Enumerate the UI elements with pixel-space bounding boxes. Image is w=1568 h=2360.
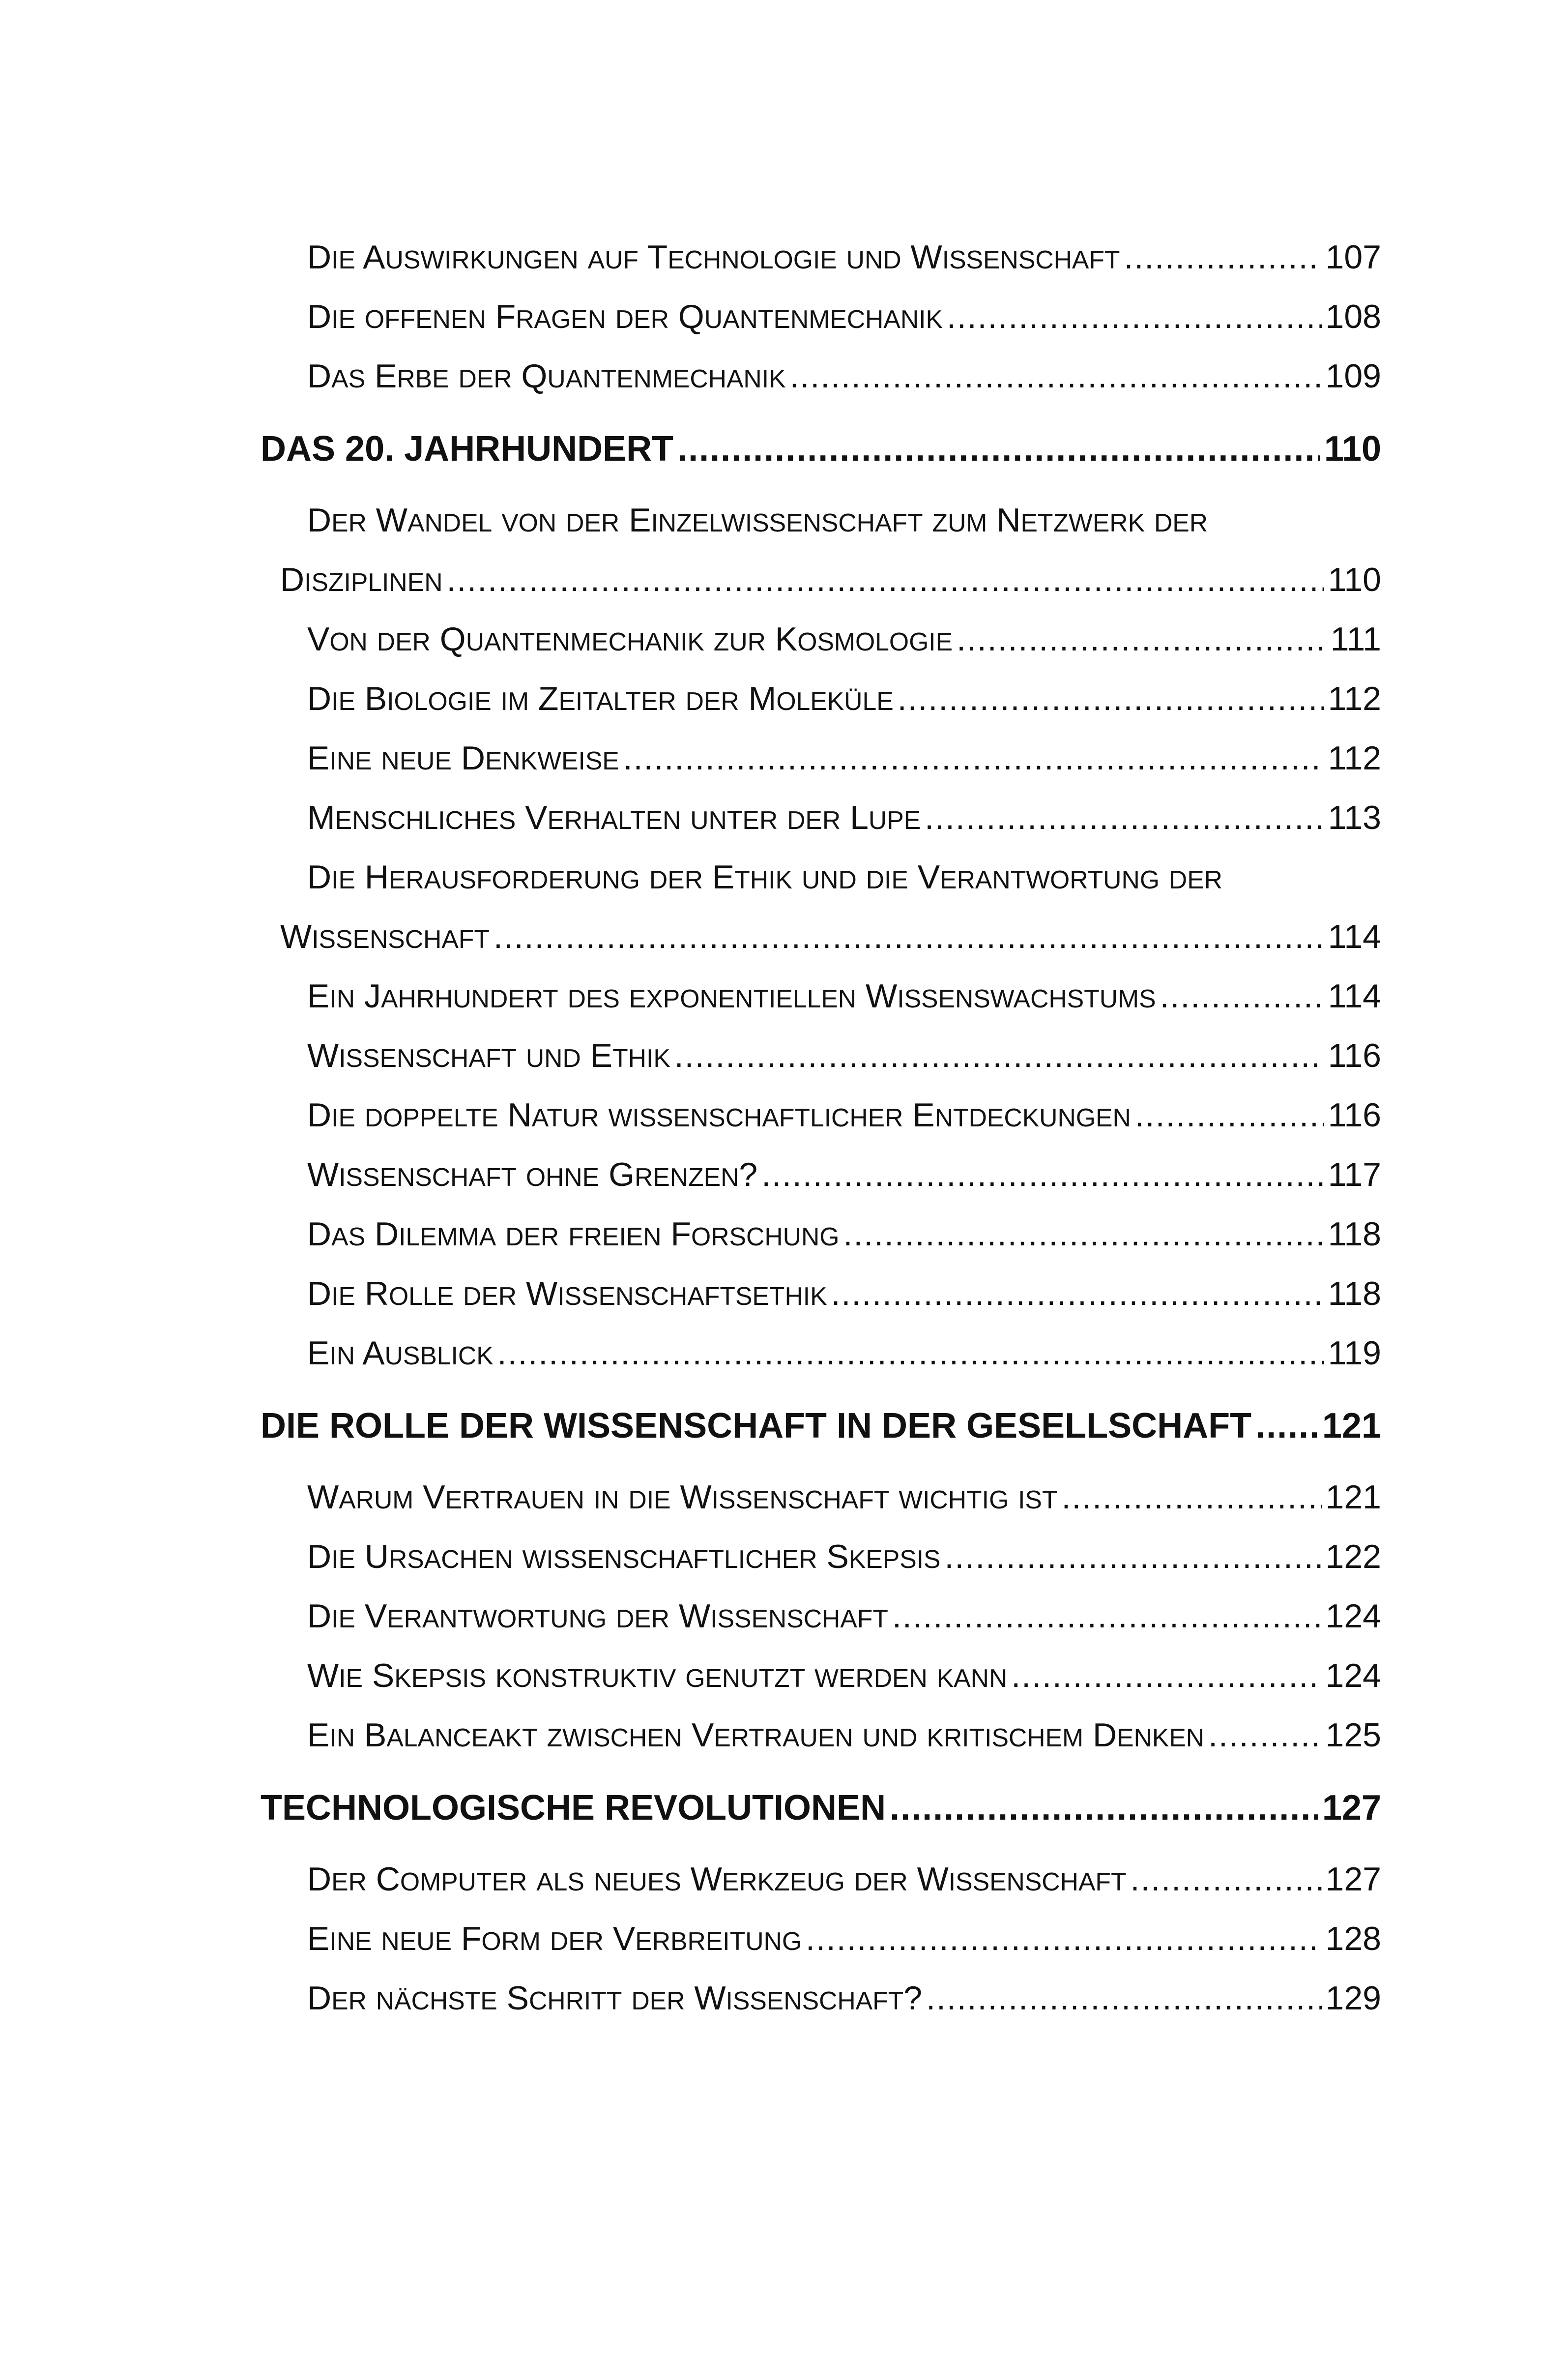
toc-leader-dots xyxy=(494,911,1324,963)
toc-leader-dots xyxy=(677,410,1320,488)
toc-entry-title: DAS 20. JAHRHUNDERT xyxy=(261,429,674,469)
toc-entry-title: DIE URSACHEN WISSENSCHAFTLICHER SKEPSIS xyxy=(307,1538,941,1575)
toc-entry-title: DER WANDEL VON DER EINZELWISSENSCHAFT ZUM NETZWERK DER xyxy=(307,502,1208,539)
toc-chapter-entry xyxy=(261,1386,1381,1471)
toc-entry-title: DAS DILEMMA DER FREIEN FORSCHUNG xyxy=(307,1215,840,1253)
toc-leader-dots xyxy=(497,1327,1324,1379)
toc-entry-title: DER COMPUTER ALS NEUES WERKZEUG DER WISSENSCHAFT xyxy=(307,1860,1127,1898)
toc-page-number: 124 xyxy=(1325,1597,1381,1635)
toc-leader-dots xyxy=(623,732,1324,784)
toc-section-entry xyxy=(261,1268,1381,1327)
toc-entry-title: WISSENSCHAFT OHNE GRENZEN? xyxy=(307,1156,758,1193)
toc-page-number: 118 xyxy=(1328,1215,1381,1253)
toc-leader-dots xyxy=(890,1769,1318,1847)
toc-leader-dots xyxy=(1255,1386,1318,1465)
toc-page-number: 124 xyxy=(1325,1657,1381,1694)
toc-entry-title: EINE NEUE DENKWEISE xyxy=(307,739,619,777)
toc-page-number: 119 xyxy=(1328,1334,1381,1372)
toc-section-entry xyxy=(261,1089,1381,1149)
toc-entry-title: DIE BIOLOGIE IM ZEITALTER DER MOLEKÜLE xyxy=(307,680,894,717)
toc-page-number: 129 xyxy=(1325,1979,1381,2017)
toc-leader-dots xyxy=(1135,1089,1324,1141)
toc-section-entry xyxy=(261,792,1381,851)
toc-page-number: 116 xyxy=(1328,1037,1381,1074)
toc-page-number: 127 xyxy=(1322,1788,1381,1828)
toc-entry-title: DIE VERANTWORTUNG DER WISSENSCHAFT xyxy=(307,1597,888,1635)
toc-section-entry xyxy=(261,1327,1381,1386)
toc-leader-dots xyxy=(447,554,1324,606)
toc-section-entry xyxy=(261,911,1381,970)
toc-leader-dots xyxy=(843,1208,1324,1260)
toc-page-number: 121 xyxy=(1322,1406,1381,1446)
toc-section-entry xyxy=(261,1853,1381,1913)
toc-page-number: 109 xyxy=(1325,357,1381,395)
toc-entry-title: EIN JAHRHUNDERT DES EXPONENTIELLEN WISSENSWACHSTUMS xyxy=(307,977,1156,1015)
toc-entry-title: WISSENSCHAFT xyxy=(280,918,490,955)
toc-page-number: 114 xyxy=(1328,918,1381,955)
toc-section-entry xyxy=(261,1531,1381,1590)
toc-section-entry xyxy=(261,1972,1381,2032)
toc-section-entry xyxy=(261,1590,1381,1650)
toc-entry-title: DIE DOPPELTE NATUR WISSENSCHAFTLICHER ENTDECKUNGEN xyxy=(307,1096,1131,1134)
toc-section-entry xyxy=(261,1913,1381,1972)
toc-entry-title: DIE ROLLE DER WISSENSCHAFT IN DER GESELLSCHAFT xyxy=(261,1406,1252,1446)
toc-section-entry xyxy=(261,732,1381,792)
toc-leader-dots xyxy=(1061,1471,1321,1523)
toc-section-entry xyxy=(261,494,1381,554)
toc-entry-title: EINE NEUE FORM DER VERBREITUNG xyxy=(307,1920,802,1957)
toc-section-entry xyxy=(261,350,1381,410)
toc-section-entry xyxy=(261,1471,1381,1531)
toc-leader-dots xyxy=(926,1972,1321,2024)
toc-page-number: 122 xyxy=(1325,1538,1381,1575)
toc-section-entry xyxy=(261,970,1381,1030)
toc-leader-dots xyxy=(831,1268,1324,1320)
toc-entry-title: DAS ERBE DER QUANTENMECHANIK xyxy=(307,357,786,395)
toc-leader-dots xyxy=(761,1149,1324,1201)
toc-leader-dots xyxy=(806,1913,1321,1965)
toc-entry-title: VON DER QUANTENMECHANIK ZUR KOSMOLOGIE xyxy=(307,620,953,658)
toc-page-number: 107 xyxy=(1325,238,1381,276)
toc-page-number: 108 xyxy=(1325,298,1381,335)
toc-section-entry xyxy=(261,1650,1381,1709)
toc-entry-title: EIN BALANCEAKT ZWISCHEN VERTRAUEN UND KRITISCHEM DENKEN xyxy=(307,1716,1205,1754)
toc-entry-title: WARUM VERTRAUEN IN DIE WISSENSCHAFT WICHTIG IST xyxy=(307,1478,1058,1516)
toc-section-entry xyxy=(261,1149,1381,1208)
toc-chapter-entry xyxy=(261,1769,1381,1853)
toc-leader-dots xyxy=(892,1590,1322,1642)
toc-leader-dots xyxy=(1208,1709,1321,1761)
toc-leader-dots xyxy=(1124,231,1321,283)
toc-section-entry xyxy=(261,613,1381,673)
toc-entry-title: WISSENSCHAFT UND ETHIK xyxy=(307,1037,670,1074)
toc-entry-title: MENSCHLICHES VERHALTEN UNTER DER LUPE xyxy=(307,799,921,836)
toc-leader-dots xyxy=(790,350,1322,402)
toc-leader-dots xyxy=(1160,970,1324,1022)
toc-page-number: 121 xyxy=(1325,1478,1381,1516)
toc-entry-title: WIE SKEPSIS KONSTRUKTIV GENUTZT WERDEN KANN xyxy=(307,1657,1008,1694)
toc-page-number: 110 xyxy=(1328,561,1381,598)
toc-section-entry xyxy=(261,673,1381,732)
toc-entry-title: TECHNOLOGISCHE REVOLUTIONEN xyxy=(261,1788,886,1828)
toc-leader-dots xyxy=(1011,1650,1321,1702)
toc-entry-title: DIE ROLLE DER WISSENSCHAFTSETHIK xyxy=(307,1275,827,1312)
toc-section-entry xyxy=(261,231,1381,291)
table-of-contents xyxy=(261,231,1381,2032)
toc-chapter-entry xyxy=(261,410,1381,494)
toc-page-number: 128 xyxy=(1325,1920,1381,1957)
toc-page-number: 110 xyxy=(1324,429,1381,469)
toc-page-number: 116 xyxy=(1328,1096,1381,1134)
toc-page-number: 127 xyxy=(1325,1860,1381,1898)
toc-leader-dots xyxy=(947,291,1322,343)
toc-entry-title: DIE AUSWIRKUNGEN AUF TECHNOLOGIE UND WISSENSCHAFT xyxy=(307,238,1120,276)
toc-entry-title: DISZIPLINEN xyxy=(280,561,443,598)
toc-section-entry xyxy=(261,1709,1381,1769)
toc-page-number: 117 xyxy=(1328,1156,1381,1193)
toc-page-number: 112 xyxy=(1328,680,1381,717)
toc-page-number: 114 xyxy=(1328,977,1381,1015)
toc-section-entry xyxy=(261,1030,1381,1089)
toc-section-entry xyxy=(261,554,1381,613)
toc-page-number: 125 xyxy=(1325,1716,1381,1754)
toc-leader-dots xyxy=(925,792,1324,844)
toc-leader-dots xyxy=(898,673,1324,725)
toc-entry-title: DIE OFFENEN FRAGEN DER QUANTENMECHANIK xyxy=(307,298,943,335)
toc-entry-title: DER NÄCHSTE SCHRITT DER WISSENSCHAFT? xyxy=(307,1979,923,2017)
toc-leader-dots xyxy=(957,613,1327,665)
toc-page-number: 111 xyxy=(1330,620,1381,658)
toc-entry-title: EIN AUSBLICK xyxy=(307,1334,494,1372)
toc-section-entry xyxy=(261,851,1381,911)
toc-leader-dots xyxy=(945,1531,1322,1583)
toc-page-number: 113 xyxy=(1328,799,1381,836)
toc-page-number: 112 xyxy=(1328,739,1381,777)
toc-section-entry xyxy=(261,291,1381,350)
toc-leader-dots xyxy=(1131,1853,1322,1905)
toc-page-number: 118 xyxy=(1328,1275,1381,1312)
toc-leader-dots xyxy=(674,1030,1324,1082)
toc-entry-title: DIE HERAUSFORDERUNG DER ETHIK UND DIE VERANTWORTUNG DER xyxy=(307,858,1223,896)
toc-section-entry xyxy=(261,1208,1381,1268)
